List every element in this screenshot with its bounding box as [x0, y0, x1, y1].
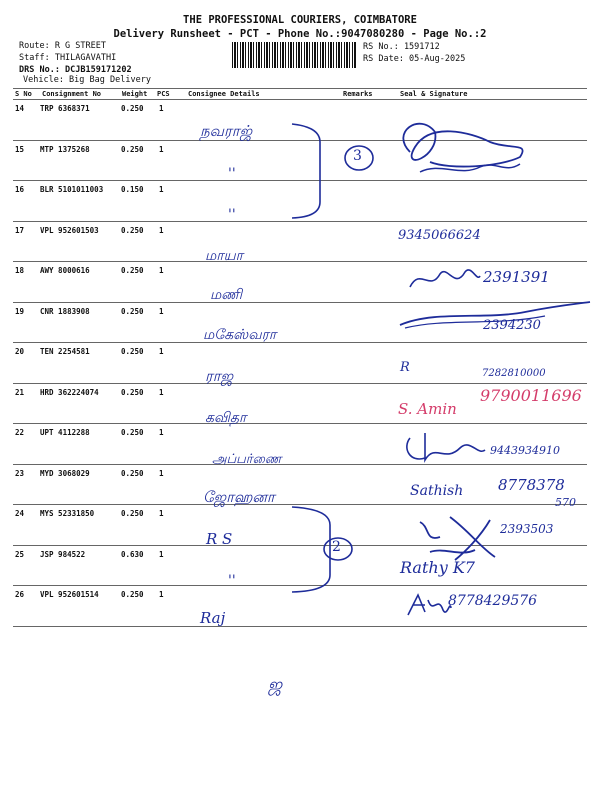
vehicle-label: Vehicle: Big Bag Delivery — [23, 75, 151, 85]
signature-scribble — [380, 112, 540, 187]
row-consignment-no: JSP 984522 — [40, 549, 86, 559]
row-sno: 23 — [15, 468, 25, 478]
column-header-consignment: Consignment No — [42, 90, 102, 98]
column-header-signature: Seal & Signature — [400, 90, 468, 98]
signature-phone: 9443934910 — [490, 444, 560, 457]
header-bottom-rule — [13, 99, 587, 100]
column-header-weight: Weight — [122, 90, 148, 98]
circled-count-value: 3 — [353, 148, 362, 164]
row-consignment-no: AWY 8000616 — [40, 266, 90, 275]
column-header-remarks: Remarks — [343, 90, 373, 98]
row-sno: 14 — [15, 104, 25, 113]
row-sno: 16 — [15, 185, 25, 194]
row-weight: 0.250 — [121, 509, 144, 518]
row-divider — [13, 342, 587, 343]
handwritten-consignee: ராஜ — [205, 367, 234, 385]
row-weight: 0.250 — [121, 468, 144, 478]
document-title: THE PROFESSIONAL COURIERS, COIMBATORE — [183, 14, 417, 26]
row-pcs: 1 — [159, 387, 164, 397]
row-pcs: 1 — [159, 185, 164, 194]
row-sno: 17 — [15, 225, 25, 235]
row-consignment-no: UPT 4112288 — [40, 428, 90, 437]
staff-label: Staff: THILAGAVATHI — [19, 53, 117, 63]
signature-scribble — [410, 512, 500, 562]
row-pcs: 1 — [159, 468, 164, 478]
signature-phone: 7282810000 — [482, 368, 546, 379]
rs-number: RS No.: 1591712 — [363, 42, 440, 52]
row-sno: 20 — [15, 347, 25, 356]
signature-phone: 8778378 — [498, 476, 565, 494]
row-pcs: 1 — [159, 306, 164, 316]
row-sno: 19 — [15, 306, 25, 316]
handwritten-consignee: R S — [206, 530, 233, 548]
handwritten-consignee: Raj — [200, 609, 226, 627]
row-consignment-no: TEN 2254581 — [40, 347, 90, 356]
handwritten-ditto: '' — [228, 166, 236, 182]
signature-phone: 8778429576 — [448, 593, 538, 609]
barcode-image — [232, 42, 356, 68]
row-consignment-no: HRD 362224074 — [40, 387, 99, 397]
signature-name: Sathish — [410, 483, 464, 499]
handwritten-consignee: மாயா — [205, 248, 243, 264]
row-weight: 0.630 — [121, 549, 144, 559]
handwritten-consignee: கவிதா — [205, 410, 247, 426]
row-pcs: 1 — [159, 428, 164, 437]
signature-note: 570 — [555, 496, 576, 509]
handwritten-ditto: '' — [228, 573, 236, 589]
row-consignment-no: CNR 1883908 — [40, 306, 90, 316]
row-consignment-no: TRP 6368371 — [40, 104, 90, 113]
handwritten-consignee: அப்பர்ணை — [212, 452, 282, 467]
row-weight: 0.150 — [121, 185, 144, 194]
group-brace — [290, 122, 330, 222]
signature-phone: 9790011696 — [480, 386, 582, 405]
signature-phone: 9345066624 — [398, 228, 481, 243]
row-consignment-no: VPL 952601503 — [40, 225, 99, 235]
row-consignment-no: BLR 5101011003 — [40, 185, 104, 194]
row-consignment-no: MYS 52331850 — [40, 509, 95, 518]
row-weight: 0.250 — [121, 104, 144, 113]
row-divider — [13, 261, 587, 262]
row-sno: 25 — [15, 549, 25, 559]
row-pcs: 1 — [159, 590, 164, 599]
column-header-consignee: Consignee Details — [188, 90, 260, 98]
document-subtitle: Delivery Runsheet - PCT - Phone No.:9047080280 - Page No.:2 — [113, 28, 487, 40]
handwritten-consignee: மகேஸ்வரா — [203, 327, 277, 343]
signature-scribble — [403, 590, 453, 620]
signature-phone: 2391391 — [483, 268, 550, 286]
handwritten-consignee: நவராஜ் — [200, 122, 253, 140]
row-pcs: 1 — [159, 509, 164, 518]
row-sno: 26 — [15, 590, 25, 599]
column-header-pcs: PCS — [157, 90, 170, 98]
signature-phone: 2393503 — [500, 522, 554, 536]
signature-scribble — [405, 262, 485, 302]
row-sno: 15 — [15, 144, 25, 154]
row-weight: 0.250 — [121, 590, 144, 599]
column-header-sno: S No — [15, 90, 32, 98]
row-consignment-no: MTP 1375268 — [40, 144, 90, 154]
row-sno: 18 — [15, 266, 25, 275]
rs-date: RS Date: 05-Aug-2025 — [363, 54, 466, 64]
row-pcs: 1 — [159, 266, 164, 275]
row-pcs: 1 — [159, 549, 164, 559]
signature-phone: 2394230 — [483, 318, 541, 333]
handwritten-consignee: ஜோஹனா — [203, 488, 275, 506]
row-pcs: 1 — [159, 144, 164, 154]
row-consignment-no: VPL 952601514 — [40, 590, 99, 599]
route-label: Route: R G STREET — [19, 41, 106, 51]
row-pcs: 1 — [159, 225, 164, 235]
row-consignment-no: MYD 3068029 — [40, 468, 90, 478]
handwritten-consignee: மணி — [210, 287, 243, 303]
signature-name: Rathy K7 — [400, 558, 475, 577]
circled-count-value: 2 — [332, 539, 341, 555]
row-divider — [13, 464, 587, 465]
row-weight: 0.250 — [121, 347, 144, 356]
handwritten-initial: ஜ — [268, 675, 283, 695]
row-sno: 21 — [15, 387, 25, 397]
handwritten-ditto: '' — [228, 207, 236, 223]
row-pcs: 1 — [159, 104, 164, 113]
row-pcs: 1 — [159, 347, 164, 356]
signature-initial: R — [400, 360, 410, 375]
row-divider — [13, 383, 587, 384]
row-weight: 0.250 — [121, 428, 144, 437]
row-divider — [13, 423, 587, 424]
row-weight: 0.250 — [121, 225, 144, 235]
row-weight: 0.250 — [121, 387, 144, 397]
signature-scribble — [400, 428, 490, 468]
row-weight: 0.250 — [121, 266, 144, 275]
header-top-rule — [13, 88, 587, 89]
row-weight: 0.250 — [121, 144, 144, 154]
row-divider — [13, 626, 587, 627]
row-sno: 22 — [15, 428, 25, 437]
row-sno: 24 — [15, 509, 25, 518]
drs-label: DRS No.: DCJB15917120​2 — [19, 65, 132, 75]
signature-name: S. Amin — [398, 400, 457, 418]
row-weight: 0.250 — [121, 306, 144, 316]
